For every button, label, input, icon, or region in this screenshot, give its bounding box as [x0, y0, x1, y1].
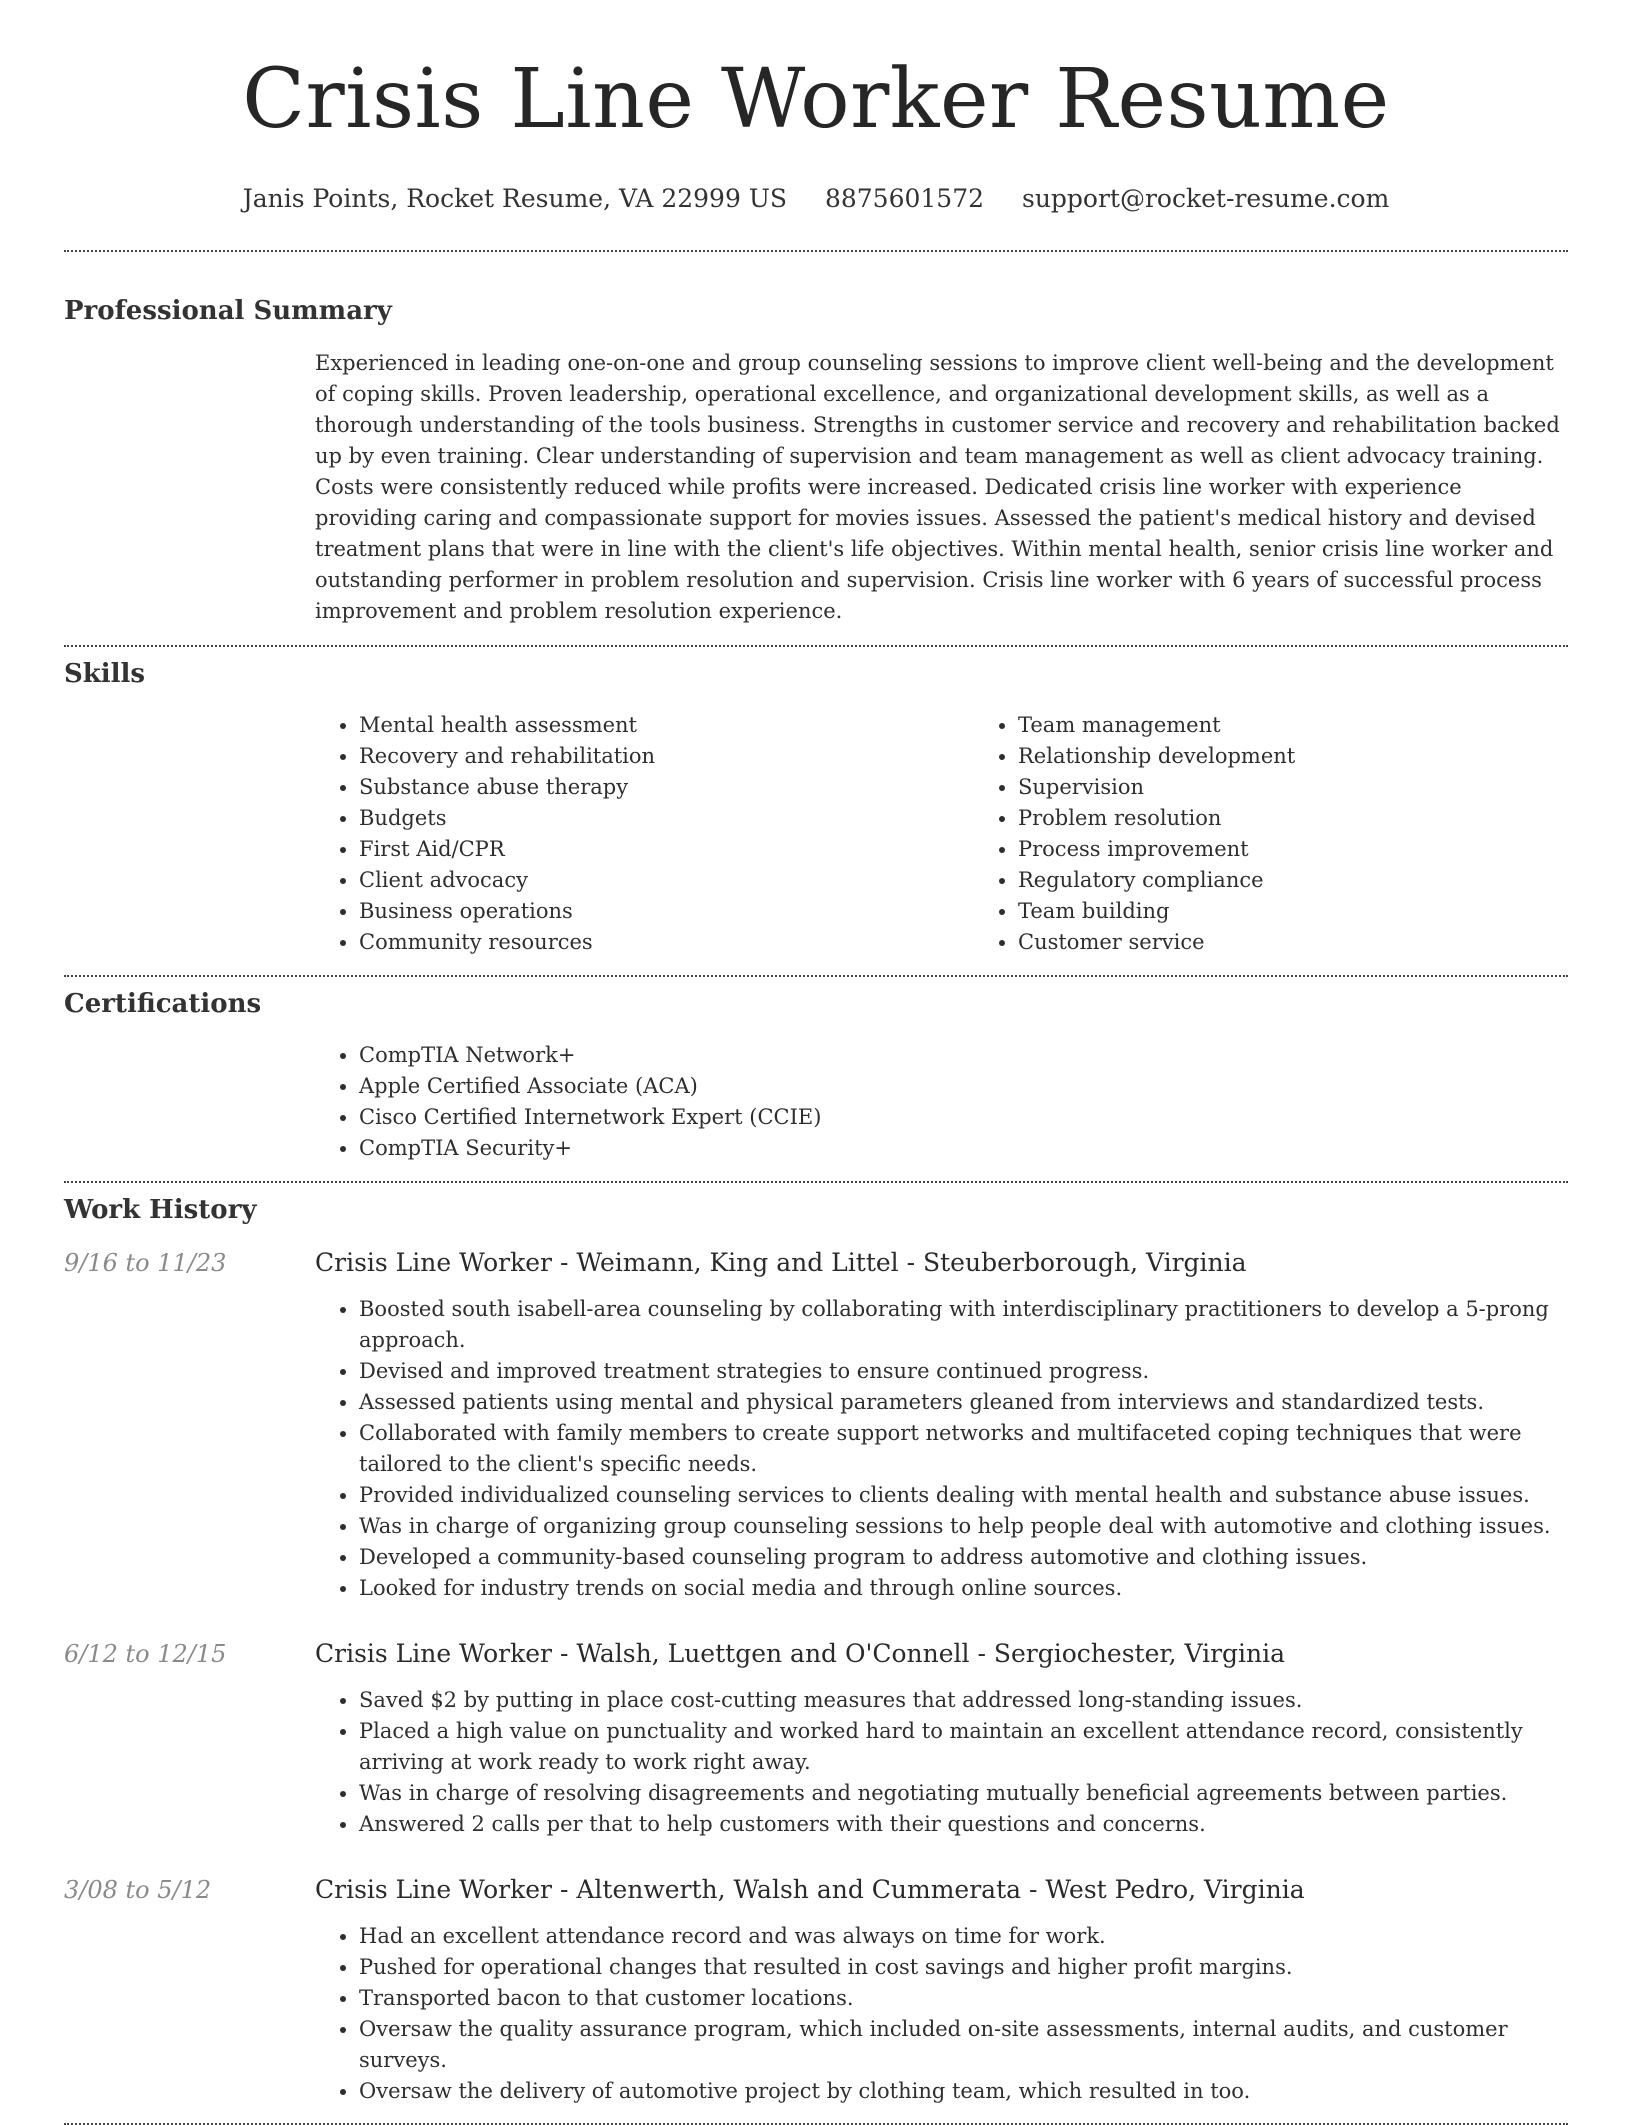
- list-item: • Oversaw the delivery of automotive project by clothing team, which resulted in too.: [359, 2076, 1568, 2107]
- certifications-block: [315, 1040, 1568, 1164]
- job-title: Crisis Line Worker - Walsh, Luettgen and O'Connell - Sergiochester, Virginia: [315, 1639, 1286, 1668]
- list-item: • CompTIA Security+: [359, 1133, 1568, 1164]
- list-item: • Problem resolution: [1018, 803, 1632, 834]
- list-item: • Customer service: [1018, 927, 1632, 958]
- job-title: Crisis Line Worker - Altenwerth, Walsh and Cummerata - West Pedro, Virginia: [315, 1875, 1305, 1904]
- job-bullets-block: [315, 1294, 1568, 1604]
- list-item: • Business operations: [359, 896, 974, 927]
- divider: [64, 645, 1568, 647]
- summary-block: [315, 348, 1568, 627]
- list-item: • Pushed for operational changes that resulted in cost savings and higher profit margins.: [359, 1952, 1568, 1983]
- job-header: [64, 1247, 1568, 1279]
- list-item: • Substance abuse therapy: [359, 772, 974, 803]
- divider: [64, 975, 1568, 977]
- job-bullets-block: [315, 1685, 1568, 1840]
- job-header: [64, 1874, 1568, 1906]
- list-item: • CompTIA Network+: [359, 1040, 1568, 1071]
- list-item: • Devised and improved treatment strategies to ensure continued progress.: [359, 1356, 1568, 1387]
- list-item: • Client advocacy: [359, 865, 974, 896]
- list-item: • First Aid/CPR: [359, 834, 974, 865]
- list-item: • Process improvement: [1018, 834, 1632, 865]
- skills-columns: [315, 710, 1568, 958]
- resume-title: Crisis Line Worker Resume: [242, 52, 1390, 147]
- contact-phone: 8875601572: [824, 184, 985, 213]
- list-item: • Apple Certified Associate (ACA): [359, 1071, 1568, 1102]
- list-item: • Answered 2 calls per that to help customers with their questions and concerns.: [359, 1809, 1568, 1840]
- list-item: • Boosted south isabell-area counseling by collaborating with interdisciplinary practitioners to develop a 5-prong approach.: [359, 1294, 1568, 1356]
- section-title-certifications: Certifications: [64, 989, 262, 1019]
- list-item: • Relationship development: [1018, 741, 1632, 772]
- job-header: [64, 1638, 1568, 1670]
- list-item: • Oversaw the quality assurance program, which included on-site assessments, internal audits, and customer surveys.: [359, 2014, 1568, 2076]
- list-item: • Community resources: [359, 927, 974, 958]
- contact-line: [64, 182, 1568, 216]
- list-item: • Team building: [1018, 896, 1632, 927]
- summary-text: Experienced in leading one-on-one and group counseling sessions to improve client well-being and the development of coping skills. Proven leadership, operational excellence, and organizational development skills, as well as a thorough understanding of the tools business. Strengths in customer service and recovery and rehabilitation backed up by even training. Clear understanding of supervision and team management as well as client advocacy training. Costs were consistently reduced while profits were increased. Dedicated crisis line worker with experience providing caring and compassionate support for movies issues. Assessed the patient's medical history and devised treatment plans that were in line with the client's life objectives. Within mental health, senior crisis line worker and outstanding performer in problem resolution and supervision. Crisis line worker with 6 years of successful process improvement and problem resolution experience.: [315, 351, 1560, 623]
- list-item: • Budgets: [359, 803, 974, 834]
- job-dates: 3/08 to 5/12: [64, 1876, 212, 1904]
- job-dates: 6/12 to 12/15: [64, 1640, 227, 1668]
- section-title-work-history: Work History: [64, 1195, 257, 1225]
- list-item: • Placed a high value on punctuality and worked hard to maintain an excellent attendance record, consistently arriving at work ready to work right away.: [359, 1716, 1568, 1778]
- list-item: • Looked for industry trends on social media and through online sources.: [359, 1573, 1568, 1604]
- section-title-summary: Professional Summary: [64, 296, 392, 326]
- section-title-skills: Skills: [64, 659, 146, 689]
- list-item: • Was in charge of organizing group counseling sessions to help people deal with automotive and clothing issues.: [359, 1511, 1568, 1542]
- job-title: Crisis Line Worker - Weimann, King and Littel - Steuberborough, Virginia: [315, 1248, 1247, 1277]
- list-item: • Supervision: [1018, 772, 1632, 803]
- job-bullets-block: [315, 1921, 1568, 2107]
- list-item: • Had an excellent attendance record and was always on time for work.: [359, 1921, 1568, 1952]
- job-bullets: [315, 1294, 1568, 1604]
- list-item: • Recovery and rehabilitation: [359, 741, 974, 772]
- list-item: • Transported bacon to that customer locations.: [359, 1983, 1568, 2014]
- list-item: • Provided individualized counseling services to clients dealing with mental health and substance abuse issues.: [359, 1480, 1568, 1511]
- skills-list-left: [315, 710, 974, 958]
- divider: [64, 250, 1568, 252]
- list-item: • Assessed patients using mental and physical parameters gleaned from interviews and standardized tests.: [359, 1387, 1568, 1418]
- list-item: • Collaborated with family members to create support networks and multifaceted coping techniques that were tailored to the client's specific needs.: [359, 1418, 1568, 1480]
- list-item: • Developed a community-based counseling program to address automotive and clothing issues.: [359, 1542, 1568, 1573]
- skills-list-right: [974, 710, 1632, 958]
- divider: [64, 1181, 1568, 1183]
- list-item: • Team management: [1018, 710, 1632, 741]
- contact-email: support@rocket-resume.com: [1021, 184, 1390, 213]
- job-bullets: [315, 1685, 1568, 1840]
- job-bullets: [315, 1921, 1568, 2107]
- list-item: • Mental health assessment: [359, 710, 974, 741]
- contact-address: Janis Points, Rocket Resume, VA 22999 US: [242, 184, 788, 213]
- list-item: • Saved $2 by putting in place cost-cutting measures that addressed long-standing issues.: [359, 1685, 1568, 1716]
- list-item: • Was in charge of resolving disagreements and negotiating mutually beneficial agreements between parties.: [359, 1778, 1568, 1809]
- list-item: • Regulatory compliance: [1018, 865, 1632, 896]
- certifications-list: [315, 1040, 1568, 1164]
- list-item: • Cisco Certified Internetwork Expert (CCIE): [359, 1102, 1568, 1133]
- job-dates: 9/16 to 11/23: [64, 1249, 227, 1277]
